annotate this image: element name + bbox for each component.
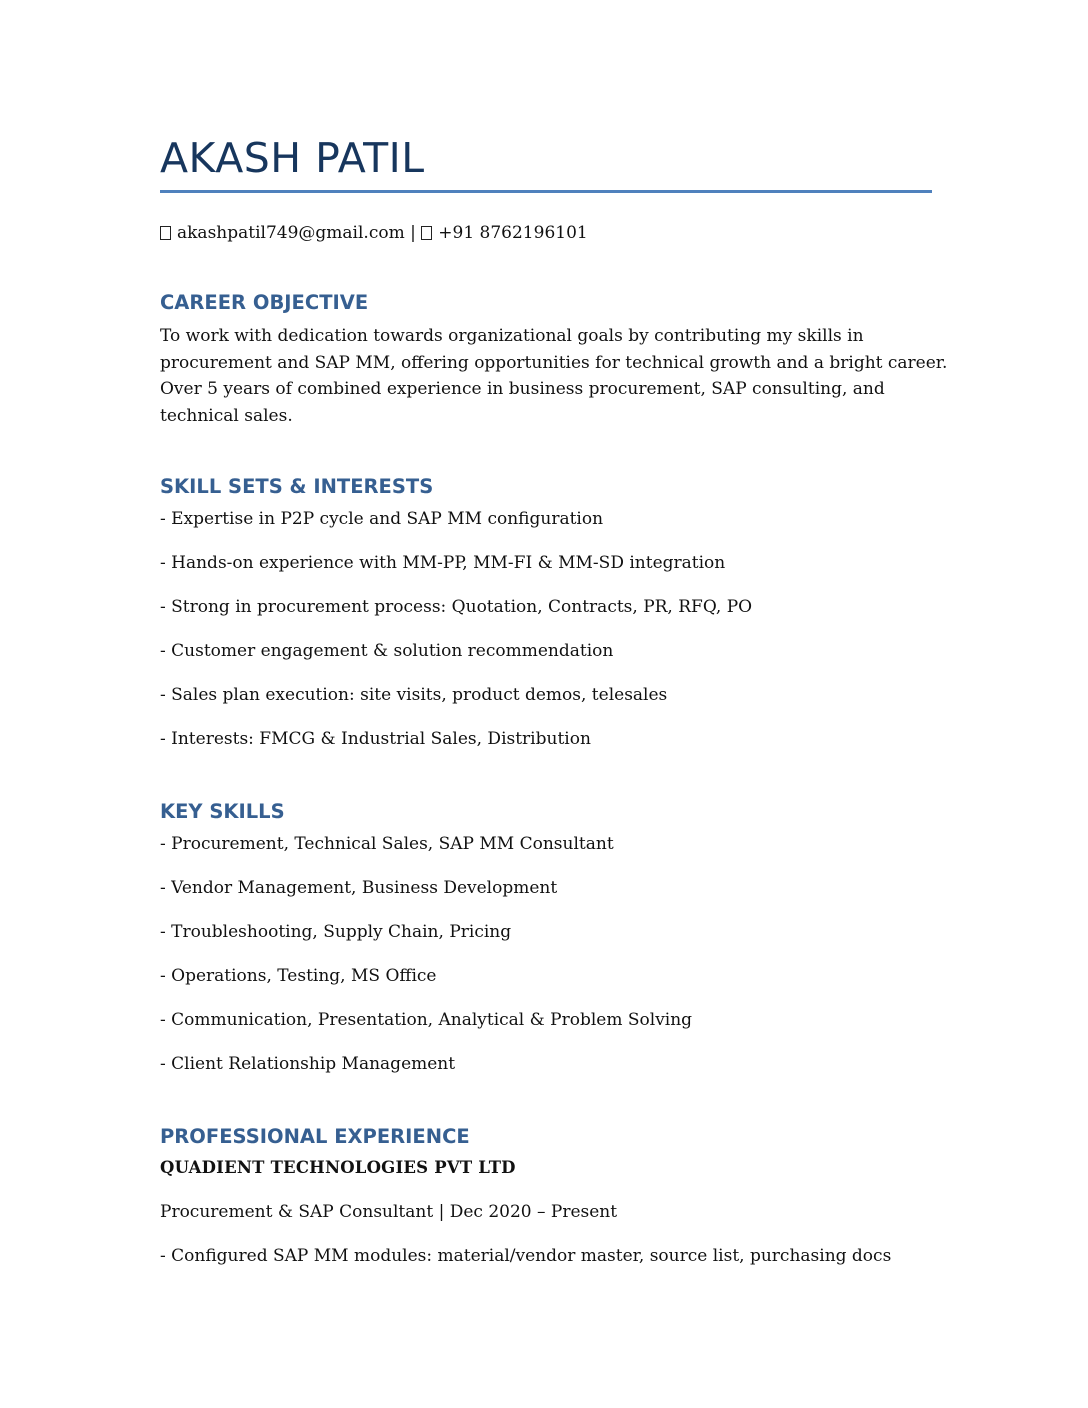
skill-sets-heading: SKILL SETS & INTERESTS [160, 475, 434, 498]
key-skills-heading: KEY SKILLS [160, 800, 285, 823]
key-skill-item: - Procurement, Technical Sales, SAP MM Consultant [160, 834, 614, 854]
career-objective-heading: CAREER OBJECTIVE [160, 291, 369, 314]
experience-item: - Configured SAP MM modules: material/vendor master, source list, purchasing docs [160, 1246, 892, 1266]
phone-text[interactable]: +91 8762196101 [438, 223, 588, 243]
job-role: Procurement & SAP Consultant | Dec 2020 – Present [160, 1202, 618, 1222]
contact-line [160, 221, 588, 245]
career-objective-line: Over 5 years of combined experience in business procurement, SAP consulting, and [160, 379, 885, 399]
key-skill-item: - Troubleshooting, Supply Chain, Pricing [160, 922, 512, 942]
skill-set-item: - Expertise in P2P cycle and SAP MM configuration [160, 509, 604, 529]
candidate-name: AKASH PATIL [160, 134, 425, 182]
key-skill-item: - Communication, Presentation, Analytical & Problem Solving [160, 1010, 693, 1030]
key-skill-item: - Client Relationship Management [160, 1054, 456, 1074]
skill-set-item: - Customer engagement & solution recommendation [160, 641, 614, 661]
title-divider [160, 190, 932, 193]
key-skill-item: - Vendor Management, Business Development [160, 878, 558, 898]
contact-separator: | [410, 223, 416, 243]
email-icon [160, 226, 171, 240]
experience-heading: PROFESSIONAL EXPERIENCE [160, 1125, 470, 1148]
skill-set-item: - Interests: FMCG & Industrial Sales, Distribution [160, 729, 591, 749]
phone-icon [421, 226, 432, 240]
skill-set-item: - Hands-on experience with MM-PP, MM-FI & MM-SD integration [160, 553, 726, 573]
skill-set-item: - Sales plan execution: site visits, product demos, telesales [160, 685, 668, 705]
career-objective-line: procurement and SAP MM, offering opportunities for technical growth and a bright career. [160, 352, 948, 373]
email-text[interactable]: akashpatil749@gmail.com [177, 223, 405, 243]
career-objective-line: To work with dedication towards organizational goals by contributing my skills in [160, 326, 864, 346]
skill-set-item: - Strong in procurement process: Quotation, Contracts, PR, RFQ, PO [160, 597, 753, 617]
key-skill-item: - Operations, Testing, MS Office [160, 966, 437, 986]
company-name: QUADIENT TECHNOLOGIES PVT LTD [160, 1158, 516, 1177]
career-objective-text [160, 323, 948, 429]
career-objective-line: technical sales. [160, 405, 293, 426]
